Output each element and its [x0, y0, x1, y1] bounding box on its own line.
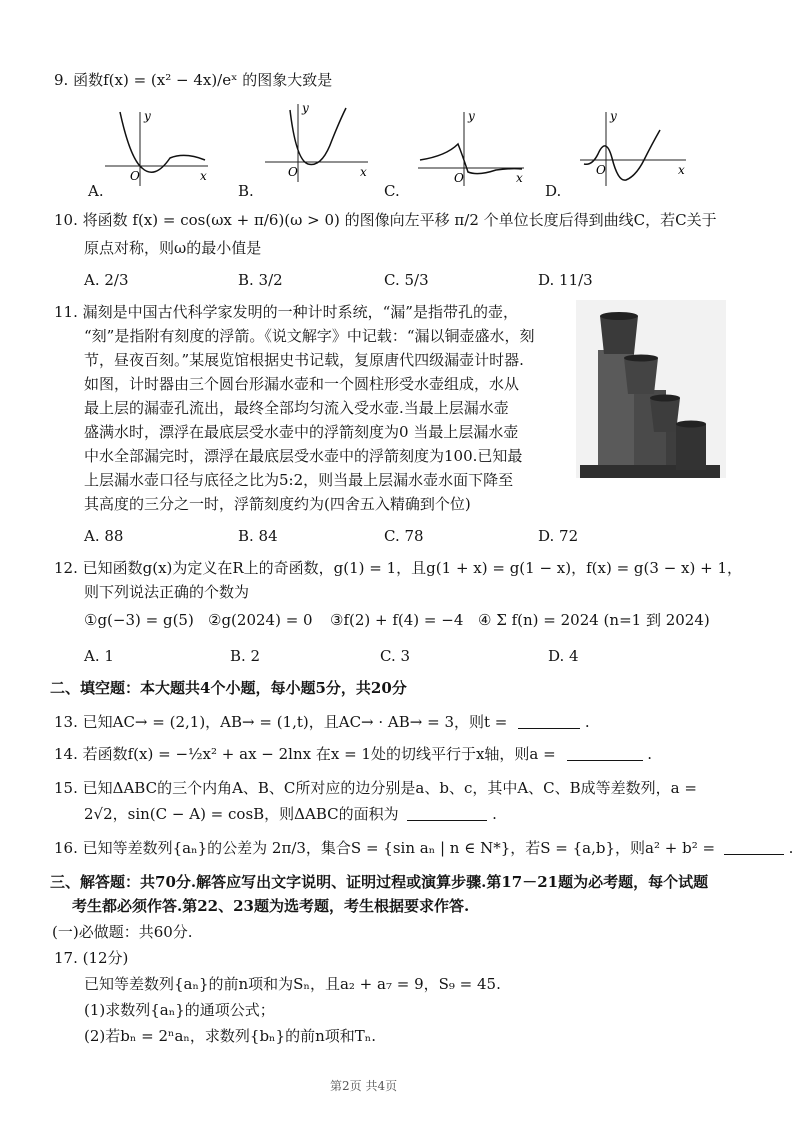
- q9-graph-b-origin: O: [288, 165, 298, 179]
- q9-graph-c-origin: O: [454, 171, 464, 185]
- q15-text: 2√2，sin(C − A) = cosB，则ΔABC的面积为: [84, 805, 399, 823]
- q9-option-d: D.: [545, 182, 562, 200]
- q9-graph-b-x-label: x: [360, 165, 367, 179]
- q10-option-a: A. 2/3: [84, 271, 129, 289]
- q15-answer-blank[interactable]: [407, 806, 487, 821]
- q9-graph-a-y-label: y: [144, 109, 151, 123]
- q16-line: 16. 已知等差数列{aₙ}的公差为 2π/3，集合S = {sin aₙ | n ∈ N*}，若S = {a,b}，则a² + b² = .: [54, 839, 794, 857]
- q10-option-d: D. 11/3: [538, 271, 593, 289]
- q14-answer-blank[interactable]: [567, 746, 643, 761]
- q14-line: 14. 若函数f(x) = −½x² + ax − 2lnx 在x = 1处的切线平行于x轴，则a = .: [54, 745, 653, 763]
- q16-text: 16. 已知等差数列{aₙ}的公差为 2π/3，集合S = {sin aₙ | n ∈ N*}，若S = {a,b}，则a² + b² =: [54, 839, 716, 857]
- q12-option-d: D. 4: [548, 647, 579, 665]
- section3-line1: 三、解答题：共70分.解答应写出文字说明、证明过程或演算步骤.第17－21题为必考题，每个试题: [50, 873, 709, 891]
- q11-line3: 节，昼夜百刻。”某展览馆根据史书记载，复原唐代四级漏壶计时器.: [84, 351, 524, 369]
- q17-stem: 已知等差数列{aₙ}的前n项和为Sₙ，且a₂ + a₇ = 9，S₉ = 45.: [84, 975, 501, 993]
- q11-line8: 上层漏水壶口径与底径之比为5:2，则当最上层漏水壶水面下降至: [84, 471, 514, 489]
- q12-statement-3: ③f(2) + f(4) = −4: [330, 611, 464, 629]
- q17-sub2: (2)若bₙ = 2ⁿaₙ，求数列{bₙ}的前n项和Tₙ.: [84, 1027, 377, 1045]
- q9-option-a: A.: [88, 182, 104, 200]
- q11-line4: 如图，计时器由三个圆台形漏水壶和一个圆柱形受水壶组成，水从: [84, 375, 520, 393]
- q9-graph-a-origin: O: [130, 169, 140, 183]
- q11-line6: 盛满水时，漂浮在最底层受水壶中的浮箭刻度为0 当最上层漏水壶: [84, 423, 519, 441]
- q13-text: 13. 已知AC→ = (2,1)，AB→ = (1,t)，且AC→ · AB→ = 3，则t =: [54, 713, 508, 731]
- q11-line9: 其高度的三分之一时，浮箭刻度约为(四舍五入精确到个位): [84, 495, 471, 513]
- q9-graph-b: [260, 100, 370, 185]
- q9-graph-a-x-label: x: [200, 169, 207, 183]
- q9-graph-d-y-label: y: [610, 109, 617, 123]
- q15-line1: 15. 已知ΔABC的三个内角A、B、C所对应的边分别是a、b、c，其中A、C、B成等差数列，a =: [54, 779, 697, 797]
- q11-option-c: C. 78: [384, 527, 424, 545]
- q9-graph-c-x-label: x: [516, 171, 523, 185]
- q17-sub1: (1)求数列{aₙ}的通项公式；: [84, 1001, 275, 1019]
- q10-option-c: C. 5/3: [384, 271, 429, 289]
- q9-graph-d-x-label: x: [678, 163, 685, 177]
- q17-head: 17. (12分): [54, 949, 129, 967]
- q10-option-b: B. 3/2: [238, 271, 283, 289]
- q9-graph-d-origin: O: [596, 163, 606, 177]
- q9-option-b: B.: [238, 182, 254, 200]
- q13-answer-blank[interactable]: [518, 714, 580, 729]
- q12-option-c: C. 3: [380, 647, 411, 665]
- q11-option-d: D. 72: [538, 527, 579, 545]
- q11-line2: “刻”是指附有刻度的浮箭。《说文解字》中记载：“漏以铜壶盛水，刻: [84, 327, 535, 345]
- q12-line2: 则下列说法正确的个数为: [84, 583, 250, 601]
- q16-answer-blank[interactable]: [724, 840, 784, 855]
- q11-line5: 最上层的漏壶孔流出，最终全部均匀流入受水壶.当最上层漏水壶: [84, 399, 509, 417]
- q9-graph-b-y-label: y: [302, 101, 309, 115]
- q9-stem: 9. 函数f(x) = (x² − 4x)/eˣ 的图象大致是: [54, 71, 333, 89]
- q11-line7: 中水全部漏完时，漂浮在最底层受水壶中的浮箭刻度为100.已知最: [84, 447, 523, 465]
- q10-line1: 10. 将函数 f(x) = cos(ωx + π/6)(ω > 0) 的图像向左平移 π/2 个单位长度后得到曲线C，若C关于: [54, 211, 717, 229]
- water-clock-photo: [576, 300, 726, 478]
- q13-line: 13. 已知AC→ = (2,1)，AB→ = (1,t)，且AC→ · AB→ = 3，则t = .: [54, 713, 590, 731]
- q12-statement-1: ①g(−3) = g(5): [84, 611, 194, 629]
- q11-option-b: B. 84: [238, 527, 278, 545]
- q12-line1: 12. 已知函数g(x)为定义在R上的奇函数，g(1) = 1，且g(1 + x) = g(1 − x)，f(x) = g(3 − x) + 1，: [54, 559, 742, 577]
- q12-option-b: B. 2: [230, 647, 261, 665]
- section2-heading: 二、填空题：本大题共4个小题，每小题5分，共20分: [50, 679, 407, 697]
- q9-option-c: C.: [384, 182, 400, 200]
- q10-line2: 原点对称，则ω的最小值是: [84, 239, 262, 257]
- q11-line1: 11. 漏刻是中国古代科学家发明的一种计时系统，“漏”是指带孔的壶，: [54, 303, 518, 321]
- section3-line2: 考生都必须作答.第22、23题为选考题，考生根据要求作答.: [72, 897, 470, 915]
- q15-line2: 2√2，sin(C − A) = cosB，则ΔABC的面积为 .: [84, 805, 497, 823]
- q11-option-a: A. 88: [84, 527, 124, 545]
- page-footer: 第2页 共4页: [330, 1079, 398, 1093]
- q12-option-a: A. 1: [84, 647, 114, 665]
- q9-graph-a: [100, 108, 210, 188]
- part1-heading: (一)必做题：共60分.: [52, 923, 193, 941]
- q12-statement-4: ④ Σ f(n) = 2024 (n=1 到 2024): [478, 611, 710, 629]
- q9-graph-c: [416, 108, 526, 188]
- q9-graph-d: [578, 108, 688, 188]
- q14-text: 14. 若函数f(x) = −½x² + ax − 2lnx 在x = 1处的切线平行于x轴，则a =: [54, 745, 556, 763]
- q9-graph-c-y-label: y: [468, 109, 475, 123]
- q12-statement-2: ②g(2024) = 0: [208, 611, 313, 629]
